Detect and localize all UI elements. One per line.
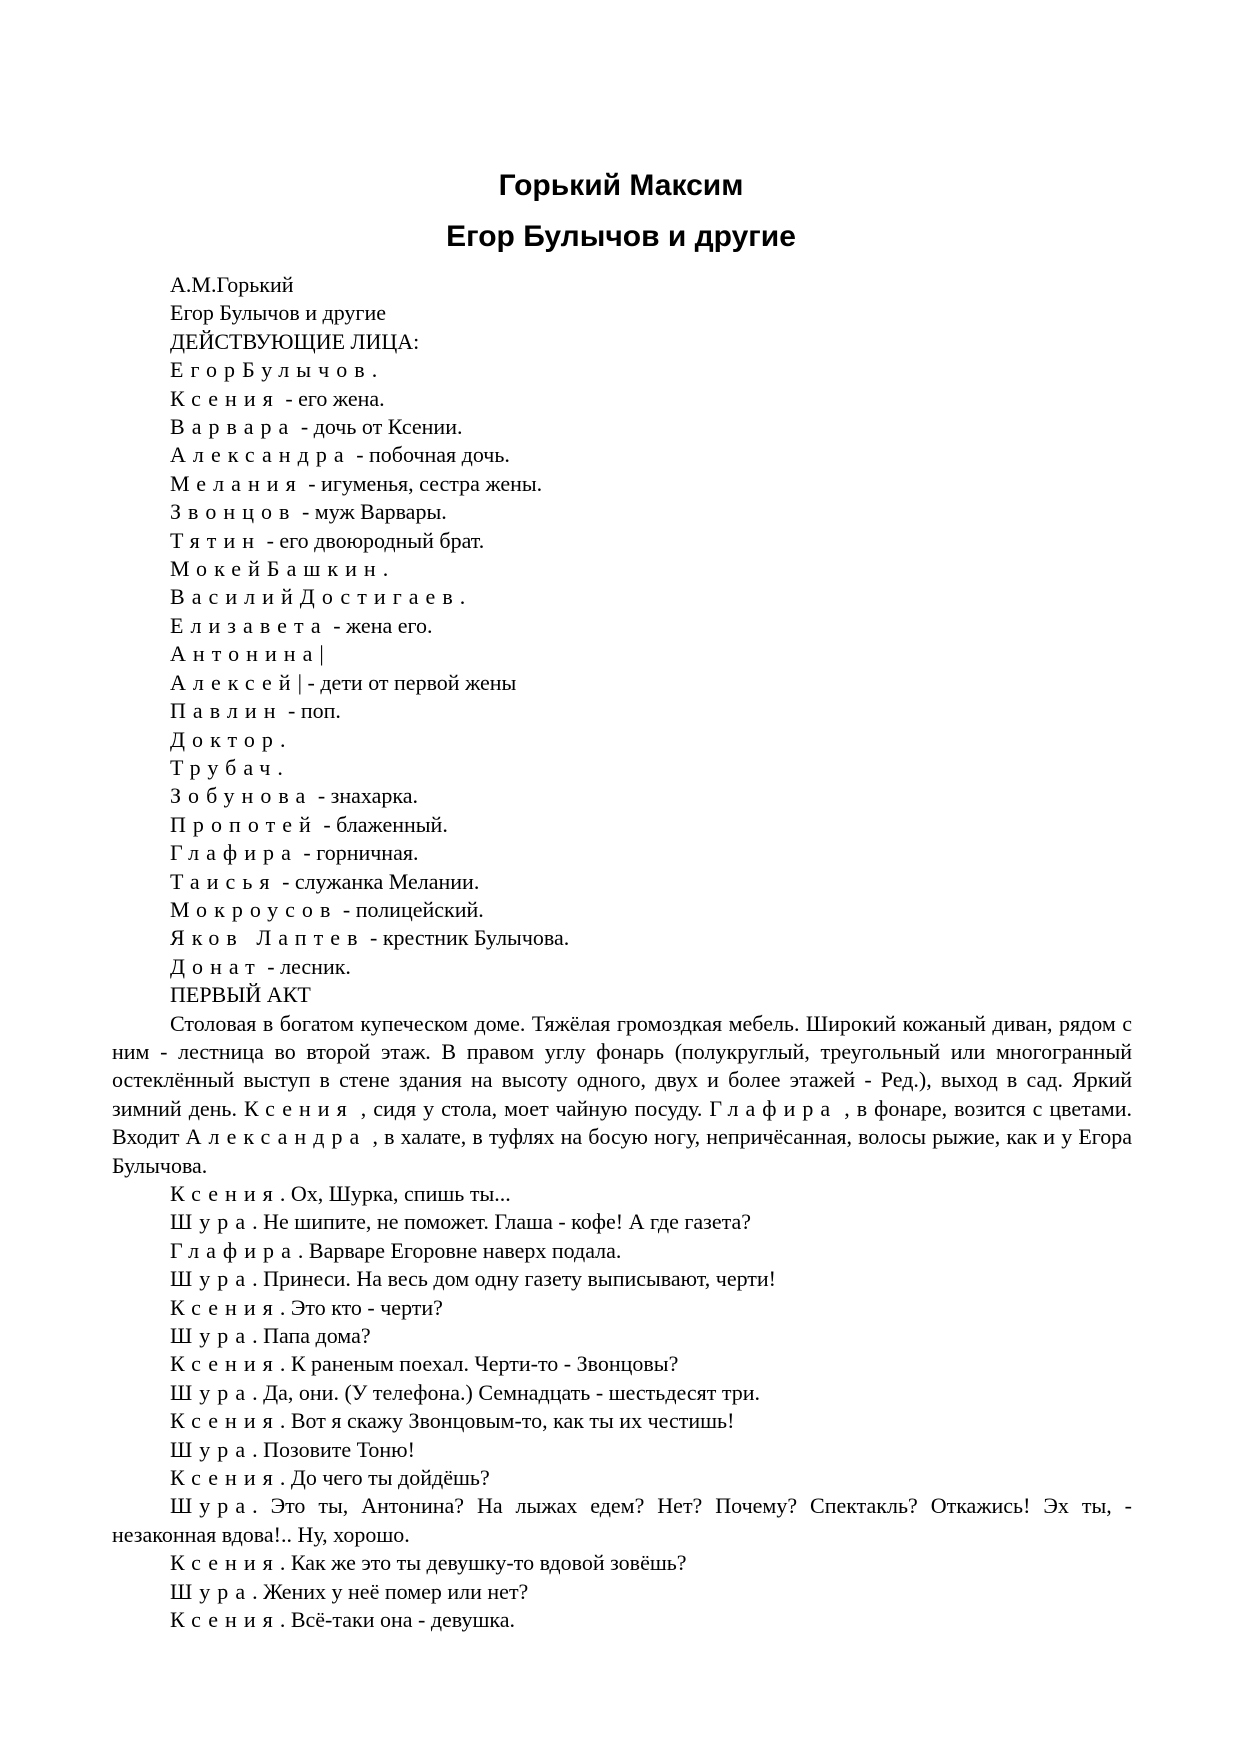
cast-desc: . xyxy=(371,357,378,383)
dialogue-text: . Вот я скажу Звонцовым-то, как ты их честишь! xyxy=(279,1408,735,1434)
cast-desc: - игуменья, сестра жены. xyxy=(302,470,543,496)
cast-name: Мокроусов xyxy=(170,896,338,922)
dialogue-line xyxy=(112,1606,1132,1634)
speaker-name: Ксения xyxy=(170,1550,280,1576)
cast-desc: - жена его. xyxy=(327,612,433,638)
speaker-name: Шура xyxy=(170,1323,253,1349)
speaker-name: Шура xyxy=(170,1493,253,1519)
cast-desc: - полицейский. xyxy=(337,896,484,922)
cast-item xyxy=(112,527,1132,555)
cast-name: Варвара xyxy=(170,414,296,440)
stage-character-name: Глафира xyxy=(709,1095,838,1121)
cast-name: Александра xyxy=(170,442,351,468)
dialogue-text: . Ох, Шурка, спишь ты... xyxy=(279,1181,511,1206)
cast-desc: - крестник Булычова. xyxy=(364,925,570,951)
cast-name: Тятин xyxy=(170,527,262,553)
act-heading: ПЕРВЫЙ АКТ xyxy=(170,982,311,1008)
dialogue-text: . Это ты, Антонина? На лыжах едем? Нет? Почему? Спектакль? Откажись! Эх ты, - незаконная вдова!.. Ну, хорошо. xyxy=(112,1493,1132,1547)
dialogue-line xyxy=(112,1407,1132,1435)
cast-item xyxy=(112,612,1132,640)
dialogue-line xyxy=(112,1237,1132,1265)
dialogue-line xyxy=(112,1208,1132,1236)
dialogue-line xyxy=(112,1180,1132,1208)
cast-name: ВасилийДостигаев xyxy=(170,584,460,610)
cast-name: Алексей xyxy=(170,669,298,695)
cast-desc: . xyxy=(459,584,466,610)
dialogue-text: . Жених у неё помер или нет? xyxy=(252,1578,529,1604)
cast-desc: | - дети от первой жены xyxy=(297,669,517,695)
cast-item xyxy=(112,782,1132,810)
cast-name: МокейБашкин xyxy=(170,556,383,582)
cast-item xyxy=(112,697,1132,725)
cast-item xyxy=(112,868,1132,896)
speaker-name: Ксения xyxy=(170,1408,280,1434)
cast-item xyxy=(112,555,1132,583)
cast-name: Звонцов xyxy=(170,499,297,525)
title-heading: Егор Булычов и другие xyxy=(446,220,796,253)
cast-heading: ДЕЙСТВУЮЩИЕ ЛИЦА: xyxy=(170,328,420,354)
dialogue-text: . Да, они. (У телефона.) Семнадцать - шестьдесят три. xyxy=(252,1379,760,1405)
cast-name: Таисья xyxy=(170,868,277,894)
cast-name: Яков Лаптев xyxy=(170,925,365,951)
stage-character-name: Александра xyxy=(185,1124,367,1150)
cast-name: Пропотей xyxy=(170,811,318,837)
stage-text: , сидя у стола, моет чайную посуду. xyxy=(353,1095,710,1121)
dialogue-line xyxy=(112,1265,1132,1293)
cast-name: Трубач xyxy=(170,754,278,780)
speaker-name: Глафира xyxy=(170,1237,298,1263)
cast-desc: . xyxy=(382,556,389,582)
cast-desc: | xyxy=(319,641,324,667)
author-heading: Горький Максим xyxy=(498,169,744,202)
cast-desc: - дочь от Ксении. xyxy=(295,414,463,440)
cast-item xyxy=(112,356,1132,384)
cast-desc: - муж Варвары. xyxy=(296,499,447,525)
dialogue-line xyxy=(112,1492,1132,1549)
speaker-name: Шура xyxy=(170,1209,253,1235)
cast-item xyxy=(112,441,1132,469)
cast-item xyxy=(112,953,1132,981)
cast-item xyxy=(112,924,1132,952)
stage-character-name: Ксения xyxy=(243,1095,354,1121)
dialogue-line xyxy=(112,1322,1132,1350)
dialogue-line xyxy=(112,1350,1132,1378)
speaker-name: Шура xyxy=(170,1578,253,1604)
cast-item xyxy=(112,726,1132,754)
dialogue-text: . Принеси. На весь дом одну газету выписывают, черти! xyxy=(252,1266,777,1292)
dialogue-line xyxy=(112,1464,1132,1492)
stage-text: , в фонаре, возится с цветами. Входит xyxy=(112,1095,1132,1150)
speaker-name: Ксения xyxy=(170,1294,280,1320)
cast-desc: - поп. xyxy=(282,698,341,724)
speaker-name: Шура xyxy=(170,1379,253,1405)
author-line: А.М.Горький xyxy=(170,272,294,297)
dialogue-text: . Как же это ты девушку-то вдовой зовёшь? xyxy=(279,1550,687,1576)
dialogue-line xyxy=(112,1379,1132,1407)
cast-item xyxy=(112,413,1132,441)
stage-text: , в халате, в туфлях на босую ногу, непричёсанная, волосы рыжие, как и у Егора Булычова. xyxy=(112,1124,1132,1178)
cast-name: Зобунова xyxy=(170,783,313,809)
dialogue-line xyxy=(112,1549,1132,1577)
cast-item xyxy=(112,669,1132,697)
cast-name: Мелания xyxy=(170,470,303,496)
cast-name: Павлин xyxy=(170,698,283,724)
cast-desc: - его двоюродный брат. xyxy=(261,527,485,553)
dialogue-text: . Не шипите, не поможет. Глаша - кофе! А где газета? xyxy=(252,1209,752,1235)
cast-item xyxy=(112,640,1132,668)
dialogue-text: . Варваре Егоровне наверх подала. xyxy=(297,1237,622,1263)
cast-desc: - блаженный. xyxy=(317,811,448,837)
cast-name: Донат xyxy=(170,953,262,979)
cast-item xyxy=(112,583,1132,611)
stage-direction xyxy=(112,1010,1132,1180)
cast-name: Елизавета xyxy=(170,612,328,638)
cast-item xyxy=(112,385,1132,413)
cast-desc: - его жена. xyxy=(279,385,385,411)
document-title xyxy=(0,160,1242,262)
cast-desc: - знахарка. xyxy=(312,783,418,809)
cast-name: ЕгорБулычов xyxy=(170,357,372,383)
stage-text: Столовая в богатом купеческом доме. Тяжёлая громоздкая мебель. Широкий кожаный диван, рядом с ним - лестница во второй этаж. В правом углу фонарь (полукруглый, треугольный или многогранный остеклённый выступ в стене здания на высоту одного, двух и более этажей - Ред.), выход в сад. Яркий зимний день. xyxy=(112,1010,1132,1121)
cast-name: Доктор xyxy=(170,726,280,752)
cast-name: Антонина xyxy=(170,641,320,667)
speaker-name: Ксения xyxy=(170,1607,280,1633)
dialogue-text: . Всё-таки она - девушка. xyxy=(279,1607,516,1633)
cast-desc: . xyxy=(277,754,283,780)
dialogue-text: . Это кто - черти? xyxy=(279,1294,443,1320)
cast-item xyxy=(112,470,1132,498)
dialogue-text: . Папа дома? xyxy=(252,1323,371,1349)
cast-name: Ксения xyxy=(170,385,280,411)
cast-item xyxy=(112,811,1132,839)
cast-desc: - побочная дочь. xyxy=(350,442,510,468)
document-body xyxy=(112,271,1132,1635)
dialogue-text: . Позовите Тоню! xyxy=(252,1436,415,1462)
cast-item xyxy=(112,839,1132,867)
dialogue-text: . К раненым поехал. Черти-то - Звонцовы? xyxy=(279,1351,679,1377)
dialogue-line xyxy=(112,1578,1132,1606)
cast-desc: - служанка Мелании. xyxy=(276,868,480,894)
speaker-name: Шура xyxy=(170,1436,253,1462)
cast-item xyxy=(112,754,1132,782)
dialogue-line xyxy=(112,1436,1132,1464)
dialogue-text: . До чего ты дойдёшь? xyxy=(279,1465,490,1491)
speaker-name: Ксения xyxy=(170,1465,280,1491)
cast-name: Глафира xyxy=(170,840,298,866)
cast-item xyxy=(112,896,1132,924)
cast-desc: . xyxy=(279,726,286,752)
cast-item xyxy=(112,498,1132,526)
cast-desc: - лесник. xyxy=(261,953,351,979)
speaker-name: Ксения xyxy=(170,1351,280,1377)
speaker-name: Шура xyxy=(170,1266,253,1292)
cast-desc: - горничная. xyxy=(297,840,419,866)
title-line: Егор Булычов и другие xyxy=(170,300,386,326)
dialogue-line xyxy=(112,1294,1132,1322)
speaker-name: Ксения xyxy=(170,1181,280,1206)
